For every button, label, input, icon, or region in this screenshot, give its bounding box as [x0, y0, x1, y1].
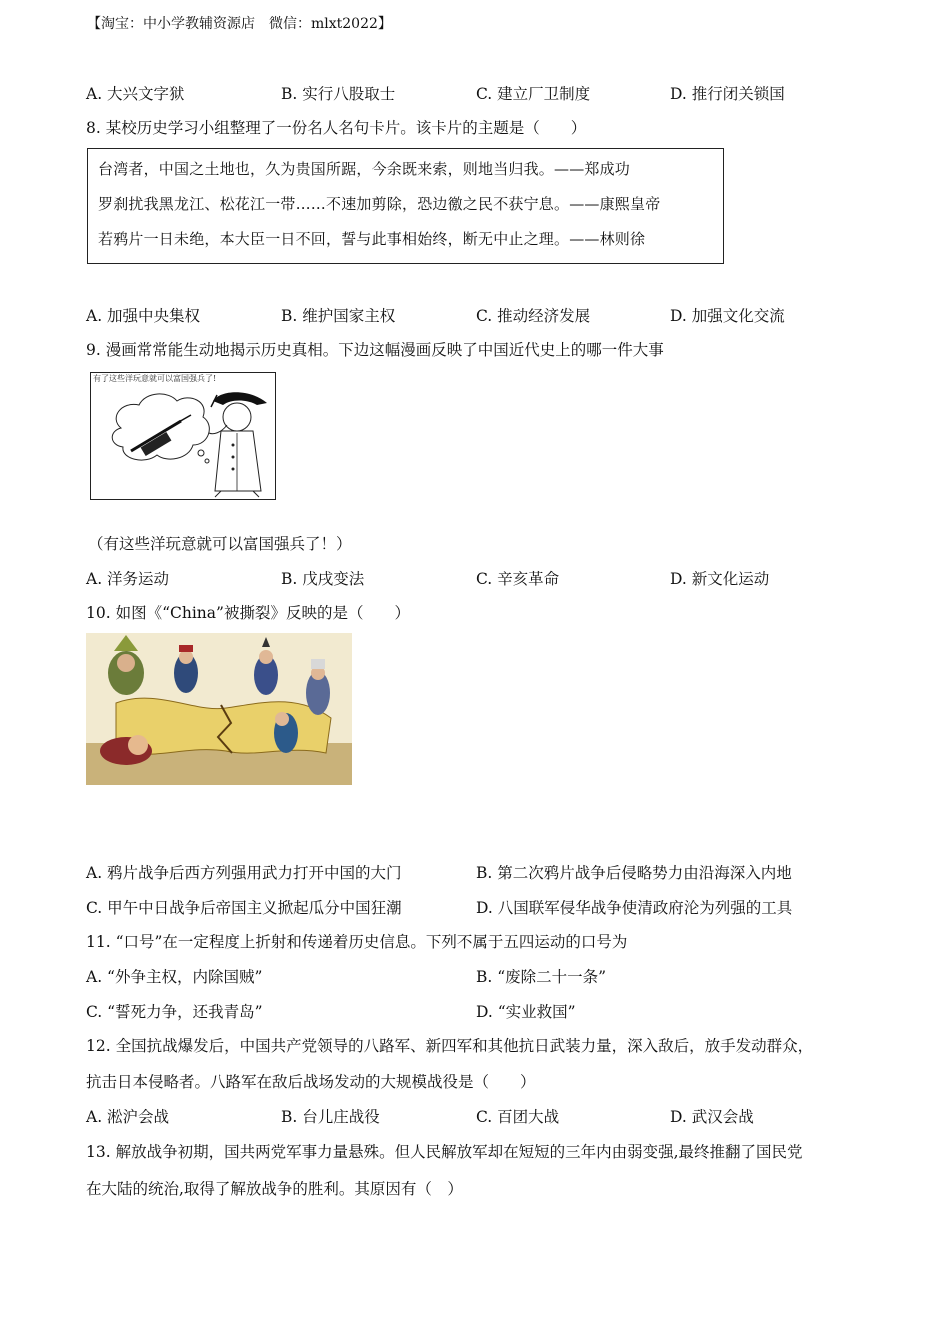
q13-stem-line-2: 在大陆的统治,取得了解放战争的胜利。其原因有（ ）: [86, 1180, 463, 1198]
q11-option-c[interactable]: C. “誓死力争，还我青岛”: [86, 1003, 263, 1021]
q7-option-b[interactable]: B. 实行八股取士: [281, 85, 396, 103]
q12-stem-line-1: 12. 全国抗战爆发后，中国共产党领导的八路军、新四军和其他抗日武装力量，深入敌后，放手发动群众，: [86, 1037, 814, 1055]
cartoon-image: [90, 372, 276, 500]
q11-option-d[interactable]: D. “实业救国”: [476, 1003, 576, 1021]
q11-option-a[interactable]: A. “外争主权，内除国贼”: [86, 968, 263, 986]
q10-option-d[interactable]: D. 八国联军侵华战争使清政府沦为列强的工具: [476, 899, 793, 917]
official-cartoon-drawing: [91, 373, 275, 499]
q8-option-b[interactable]: B. 维护国家主权: [281, 307, 396, 325]
q8-option-d[interactable]: D. 加强文化交流: [670, 307, 785, 325]
quote-line-2: 罗刹扰我黑龙江、松花江一带……不速加剪除，恐边徼之民不获宁息。——康熙皇帝: [98, 195, 661, 213]
q12-option-a[interactable]: A. 淞沪会战: [86, 1108, 170, 1126]
quote-line-1: 台湾者，中国之土地也，久为贵国所踞，今余既来索，则地当归我。——郑成功: [98, 160, 631, 178]
cartoon-caption: （有这些洋玩意就可以富国强兵了！）: [88, 535, 352, 553]
q9-option-d[interactable]: D. 新文化运动: [670, 570, 770, 588]
q11-stem: 11. “口号”在一定程度上折射和传递着历史信息。下列不属于五四运动的口号为: [86, 933, 628, 951]
q7-option-d[interactable]: D. 推行闭关锁国: [670, 85, 785, 103]
quote-line-3: 若鸦片一日未绝，本大臣一日不回，誓与此事相始终，断无中止之理。——林则徐: [98, 230, 646, 248]
page-header: 【淘宝：中小学教辅资源店 微信：mlxt2022】: [87, 16, 392, 32]
q12-option-c[interactable]: C. 百团大战: [476, 1108, 560, 1126]
china-torn-illustration: [86, 633, 352, 785]
q10-option-a[interactable]: A. 鸦片战争后西方列强用武力打开中国的大门: [86, 864, 402, 882]
q12-stem-line-2: 抗击日本侵略者。八路军在敌后战场发动的大规模战役是（ ）: [86, 1073, 536, 1091]
q10-option-c[interactable]: C. 甲午中日战争后帝国主义掀起瓜分中国狂潮: [86, 899, 402, 917]
q9-stem: 9. 漫画常常能生动地揭示历史真相。下边这幅漫画反映了中国近代史上的哪一件大事: [86, 341, 664, 359]
q13-stem-line-1: 13. 解放战争初期，国共两党军事力量悬殊。但人民解放军却在短短的三年内由弱变强,最终推翻了国民党: [86, 1143, 803, 1161]
q12-option-d[interactable]: D. 武汉会战: [670, 1108, 754, 1126]
quote-card: [87, 148, 724, 264]
q9-option-c[interactable]: C. 辛亥革命: [476, 570, 560, 588]
q9-option-b[interactable]: B. 戊戌变法: [281, 570, 365, 588]
q7-option-a[interactable]: A. 大兴文字狱: [86, 85, 185, 103]
q8-option-c[interactable]: C. 推动经济发展: [476, 307, 591, 325]
q12-option-b[interactable]: B. 台儿庄战役: [281, 1108, 380, 1126]
q10-option-b[interactable]: B. 第二次鸦片战争后侵略势力由沿海深入内地: [476, 864, 792, 882]
q11-option-b[interactable]: B. “废除二十一条”: [476, 968, 607, 986]
q7-option-c[interactable]: C. 建立厂卫制度: [476, 85, 591, 103]
cartoon-caption-text: 有了这些洋玩意就可以富国强兵了!: [93, 374, 217, 383]
q8-option-a[interactable]: A. 加强中央集权: [86, 307, 201, 325]
q9-option-a[interactable]: A. 洋务运动: [86, 570, 170, 588]
q8-stem: 8. 某校历史学习小组整理了一份名人名句卡片。该卡片的主题是（ ）: [86, 119, 587, 137]
q10-stem: 10. 如图《“China”被撕裂》反映的是（ ）: [86, 604, 410, 622]
torn-cake-drawing: [86, 633, 352, 785]
